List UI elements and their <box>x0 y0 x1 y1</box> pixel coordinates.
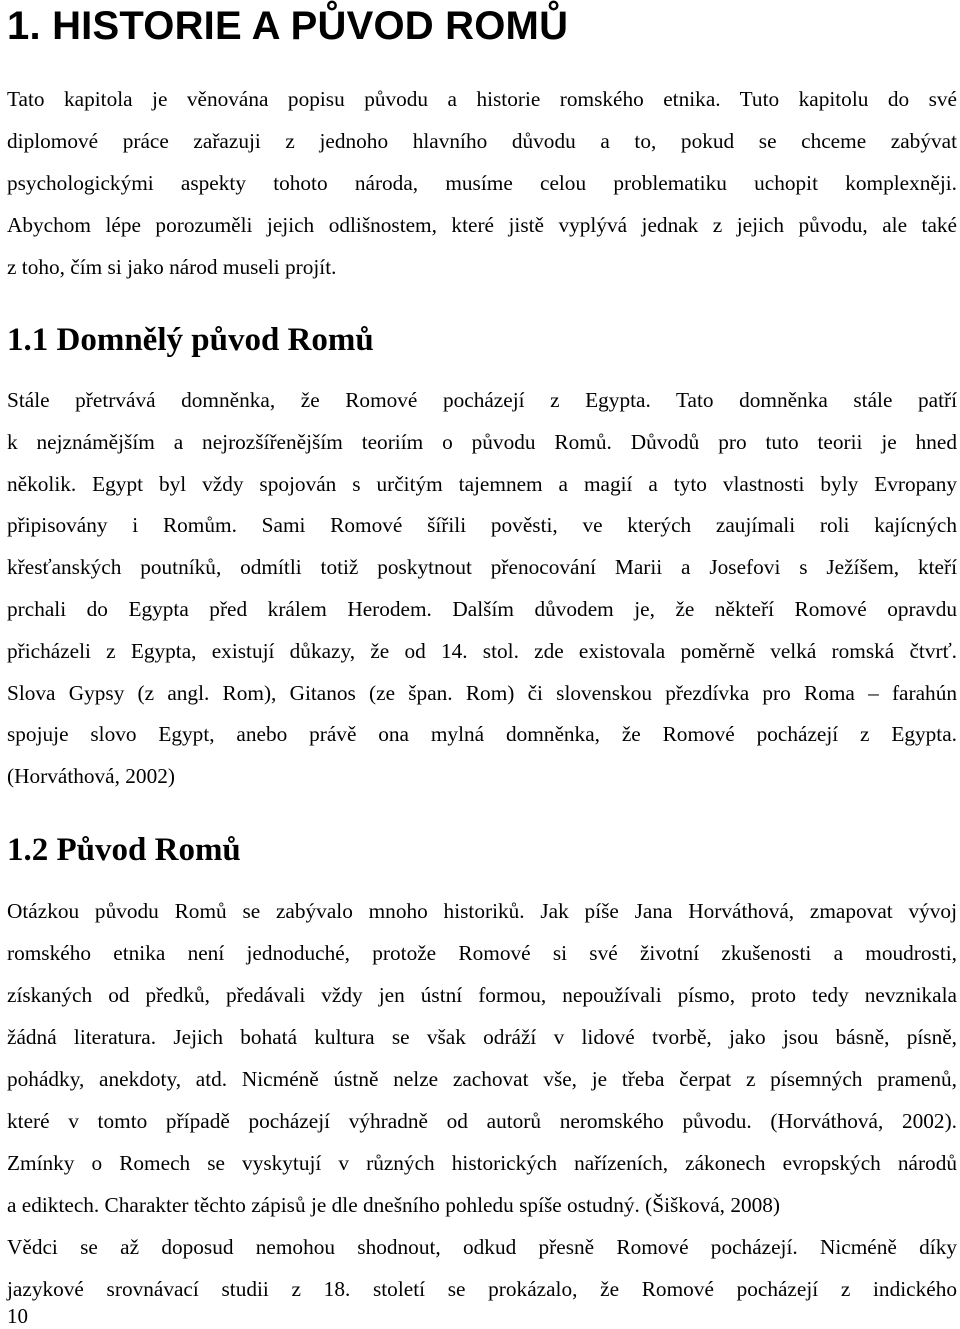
intro-paragraph <box>7 78 957 288</box>
section-title-1-2: 1.2 Původ Romů <box>7 832 241 868</box>
text-line: křesťanských poutníků, odmítli totiž poskytnout přenocování Marii a Josefovi s Ježíšem, kteří <box>7 555 957 580</box>
text-line: jazykové srovnávací studii z 18. století se prokázalo, že Romové pocházejí z indického <box>7 1277 957 1301</box>
text-line: spojuje slovo Egypt, anebo právě ona mylná domněnka, že Romové pocházejí z Egypta. <box>7 722 957 747</box>
section-title-1-1: 1.1 Domnělý původ Romů <box>7 322 374 358</box>
text-line: které v tomto případě pocházejí výhradně od autorů neromského původu. (Horváthová, 2002). <box>7 1109 957 1133</box>
text-line: Tato kapitola je věnována popisu původu a historie romského etnika. Tuto kapitolu do své <box>7 87 957 111</box>
text-line: k nejznámějším a nejrozšířenějším teoriím o původu Romů. Důvodů pro tuto teorii je hned <box>7 429 957 454</box>
section2-paragraph <box>7 890 957 1310</box>
text-line: Abychom lépe porozuměli jejich odlišnostem, které jistě vyplývá jednak z jejich původu, ale také <box>7 213 957 237</box>
text-line: Zmínky o Romech se vyskytují v různých historických nařízeních, zákonech evropských národů <box>7 1151 957 1175</box>
text-line: diplomové práce zařazuji z jednoho hlavního důvodu a to, pokud se chceme zabývat <box>7 129 957 153</box>
text-line: Vědci se až doposud nemohou shodnout, odkud přesně Romové pocházejí. Nicméně díky <box>7 1235 957 1259</box>
text-line: Stále přetrvává domněnka, že Romové pocházejí z Egypta. Tato domněnka stále patří <box>7 388 957 412</box>
text-line: romského etnika není jednoduché, protože Romové si své životní zkušenosti a moudrosti, <box>7 941 957 965</box>
text-line: Slova Gypsy (z angl. Rom), Gitanos (ze špan. Rom) či slovenskou přezdívka pro Roma – farahún <box>7 680 957 705</box>
section1-paragraph <box>7 380 957 798</box>
text-line: pohádky, anekdoty, atd. Nicméně ústně nelze zachovat vše, je třeba čerpat z písemných pramenů, <box>7 1067 957 1091</box>
text-line: Otázkou původu Romů se zabývalo mnoho historiků. Jak píše Jana Horváthová, zmapovat vývoj <box>7 899 957 923</box>
text-line: žádná literatura. Jejich bohatá kultura se však odráží v lidové tvorbě, jako jsou básně, písně, <box>7 1025 957 1049</box>
text-line: psychologickými aspekty tohoto národa, musíme celou problematiku uchopit komplexněji. <box>7 171 957 195</box>
text-line: přicházeli z Egypta, existují důkazy, že od 14. stol. zde existovala poměrně velká romská čtvrť. <box>7 638 957 663</box>
text-line: získaných od předků, předávali vždy jen ústní formou, nepoužívali písmo, proto tedy nevznikala <box>7 983 957 1007</box>
text-line: z toho, čím si jako národ museli projít. <box>7 255 337 279</box>
chapter-title: 1. HISTORIE A PŮVOD ROMŮ <box>7 4 569 48</box>
text-line: několik. Egypt byl vždy spojován s určitým tajemnem a magií a tyto vlastnosti byly Evropany <box>7 471 957 496</box>
page-number: 10 <box>7 1304 28 1328</box>
text-line: prchali do Egypta před králem Herodem. Dalším důvodem je, že někteří Romové opravdu <box>7 596 957 621</box>
text-line: a ediktech. Charakter těchto zápisů je dle dnešního pohledu spíše ostudný. (Šišková, 2008) <box>7 1193 781 1217</box>
text-line: (Horváthová, 2002) <box>7 764 175 789</box>
text-line: připisovány i Romům. Sami Romové šířili pověsti, ve kterých zaujímali roli kajícných <box>7 513 957 538</box>
